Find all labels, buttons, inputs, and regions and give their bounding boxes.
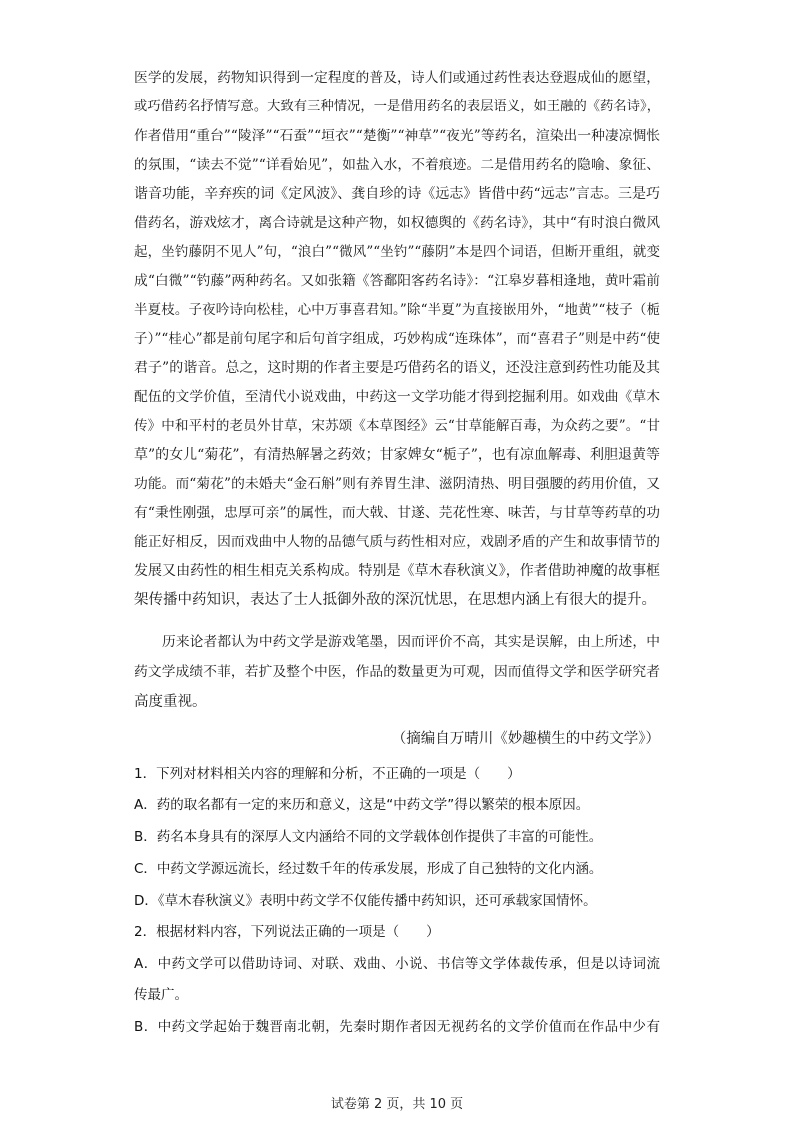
passage-line: 借药名，游戏炫才，离合诗就是这种产物，如权德舆的《药名诗》，其中“有时浪白微风 (134, 215, 660, 231)
passage-line: 配伍的文学价值，至清代小说戏曲，中药这一文学功能才得到挖掘利用。如戏曲《草木 (134, 389, 660, 405)
passage-line: 药文学成绩不菲，若扩及整个中医，作品的数量更为可观，因而值得文学和医学研究者 (134, 664, 660, 680)
passage-line: 或巧借药名抒情写意。大致有三种情况，一是借用药名的表层语义，如王融的《药名诗》， (134, 99, 660, 114)
question-1-option-c[interactable]: C．中药文学源远流长，经过数千年的传承发展，形成了自己独特的文化内涵。 (134, 861, 603, 877)
passage-line: 高度重视。 (134, 694, 207, 710)
passage-line: 君子”的谐音。总之，这时期的作者主要是巧借药名的语义，还没注意到药性功能及其 (134, 360, 660, 376)
passage-line: 有“秉性刚强，忠厚可亲”的属性，而大戟、甘遂、芫花性寒、味苦，与甘草等药草的功 (134, 505, 660, 521)
question-2-stem: 2．根据材料内容，下列说法正确的一项是（ ） (134, 924, 440, 940)
passage-line: 的氛围，“读去不觉”“详看始见”，如盐入水，不着痕迹。二是借用药名的隐喻、象征、 (134, 157, 660, 173)
passage-line: 成“白微”“钓藤”两种药名。又如张籍《答鄱阳客药名诗》：“江皋岁暮相逢地，黄叶霜前 (134, 273, 660, 289)
passage-line: 谐音功能，辛弃疾的词《定风波》、龚自珍的诗《远志》皆借中药“远志”言志。三是巧 (134, 186, 660, 202)
question-1-option-b[interactable]: B．药名本身具有的深厚人文内涵给不同的文学载体创作提供了丰富的可能性。 (134, 829, 603, 845)
passage-line: 传》中和平村的老员外甘草，宋苏颂《本草图经》云“甘草能解百毒，为众药之要”。“甘 (134, 418, 660, 434)
passage-source: （摘编自万晴川《妙趣横生的中药文学》） (391, 731, 660, 747)
question-2-option-a-cont[interactable]: 传最广。 (134, 987, 188, 1003)
question-1-stem: 1．下列对材料相关内容的理解和分析，不正确的一项是（ ） (134, 766, 521, 782)
passage-line: 能正好相反，因而戏曲中人物的品德气质与药性相对应，戏剧矛盾的产生和故事情节的 (134, 534, 660, 550)
passage-line: 架传播中药知识，表达了士人抵御外敌的深沉忧思，在思想内涵上有很大的提升。 (134, 592, 656, 608)
question-1-option-d[interactable]: D．《草木春秋演义》表明中药文学不仅能传播中药知识，还可承载家国情怀。 (134, 893, 597, 909)
passage-line: 作者借用“重台”“陵泽”“石蚕”“垣衣”“楚衡”“神草”“夜光”等药名，渲染出一种凄凉惆怅 (134, 128, 660, 144)
passage-line: 起，坐钓藤阴不见人”句，“浪白”“微风”“坐钓”“藤阴”本是四个词语，但断开重组，就变 (134, 244, 660, 260)
passage-line: 历来论者都认为中药文学是游戏笔墨，因而评价不高，其实是误解，由上所述，中 (162, 634, 660, 650)
passage-line: 医学的发展，药物知识得到一定程度的普及，诗人们或通过药性表达登遐成仙的愿望， (134, 70, 660, 86)
passage-line: 功能。而“菊花”的未婚夫“金石斛”则有养胃生津、滋阴清热、明目强腰的药用价值，又 (134, 476, 660, 492)
passage-line: 草”的女儿“菊花”，有清热解暑之药效；甘家婢女“栀子”，也有凉血解毒、利胆退黄等 (134, 447, 660, 463)
passage-line: 子）”“桂心”都是前句尾字和后句首字组成，巧妙构成“连珠体”，而“喜君子”则是中药“使 (134, 331, 660, 347)
question-2-option-b[interactable]: B．中药文学起始于魏晋南北朝，先秦时期作者因无视药名的文学价值而在作品中少有 (134, 1019, 660, 1035)
passage-line: 发展又由药性的相生相克关系构成。特别是《草木春秋演义》，作者借助神魔的故事框 (134, 563, 660, 579)
question-1-option-a[interactable]: A．药的取名都有一定的来历和意义，这是“中药文学”得以繁荣的根本原因。 (134, 797, 590, 813)
passage-line: 半夏枝。子夜吟诗向松桂，心中万事喜君知。”除“半夏”为直接嵌用外，“地黄”“枝子（栀 (134, 302, 660, 318)
question-2-option-a[interactable]: A．中药文学可以借助诗词、对联、戏曲、小说、书信等文学体裁传承，但是以诗词流 (134, 956, 660, 972)
page-footer: 试卷第 2 页，共 10 页 (330, 1097, 464, 1112)
